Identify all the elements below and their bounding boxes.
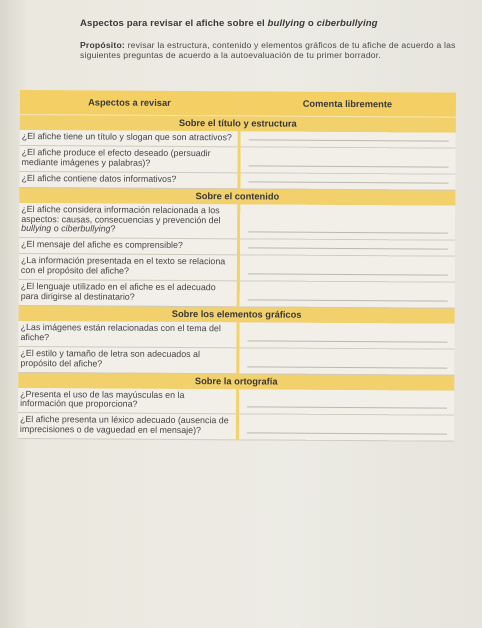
comment-field[interactable]	[238, 204, 455, 241]
title-italic-bullying: bullying	[267, 18, 306, 29]
table-row	[19, 254, 455, 282]
question-text: ¿El afiche considera información relacionada a los aspectos: causas, consecuencias y prevención del	[21, 203, 221, 225]
table-header-row	[20, 90, 456, 117]
question-cell: ¿El mensaje del afiche es comprensible?	[19, 238, 238, 255]
comment-field[interactable]	[239, 131, 456, 148]
comment-field[interactable]	[237, 322, 454, 349]
column-header-comments: Comenta libremente	[239, 91, 456, 117]
title-text: Aspectos para revisar el afiche sobre el	[80, 18, 268, 29]
table-row	[18, 413, 454, 441]
comment-field[interactable]	[238, 239, 455, 256]
table-row	[18, 387, 454, 415]
title-connector: o	[305, 18, 317, 29]
question-cell: ¿El afiche tiene un título y slogan que son atractivos?	[20, 130, 239, 147]
revision-table-wrapper	[18, 90, 456, 442]
question-cell: ¿El afiche produce el efecto deseado (persuadir mediante imágenes y palabras)?	[20, 145, 239, 172]
comment-field[interactable]	[238, 281, 455, 308]
purpose-label: Propósito:	[80, 40, 125, 50]
question-end: ?	[110, 223, 116, 235]
column-header-aspects: Aspectos a revisar	[20, 90, 239, 116]
question-italic-ciberbullying: ciberbullying	[61, 223, 111, 234]
question-cell: ¿La información presentada en el texto se relaciona con el propósito del afiche?	[19, 254, 238, 281]
comment-field[interactable]	[237, 414, 454, 441]
title-italic-ciberbullying: ciberbullying	[316, 18, 378, 29]
question-italic-bullying: bullying	[21, 223, 52, 234]
comment-field[interactable]	[237, 389, 454, 416]
question-cell: ¿El afiche presenta un léxico adecuado (ausencia de imprecisiones o de vaguedad en el mensaje)?	[18, 413, 237, 440]
question-cell: ¿Presenta el uso de las mayúsculas en la información que proporciona?	[18, 387, 237, 414]
comment-field[interactable]	[238, 173, 455, 190]
table-row	[18, 346, 454, 374]
comment-field[interactable]	[238, 255, 455, 282]
section-title: Sobre el título y estructura	[20, 114, 456, 132]
section-title: Sobre la ortografía	[18, 372, 454, 390]
question-cell: ¿El lenguaje utilizado en el afiche es el adecuado para dirigirse al destinatario?	[19, 280, 238, 307]
section-title: Sobre los elementos gráficos	[19, 305, 455, 323]
question-cell: ¿Las imágenes están relacionadas con el tema del afiche?	[18, 321, 237, 348]
comment-field[interactable]	[238, 147, 455, 174]
table-row	[18, 321, 454, 349]
revision-table	[18, 90, 456, 442]
table-row	[19, 203, 455, 241]
purpose-paragraph	[80, 40, 460, 60]
page-title	[80, 18, 460, 29]
page-header	[80, 18, 460, 60]
section-title: Sobre el contenido	[19, 187, 455, 205]
table-row	[20, 145, 456, 173]
comment-field[interactable]	[237, 348, 454, 375]
table-row	[19, 280, 455, 308]
purpose-text: revisar la estructura, contenido y elementos gráficos de tu afiche de acuerdo a las siguientes preguntas de acuerdo a la autoevaluación de tu primer borrador.	[80, 40, 456, 60]
question-cell: ¿El estilo y tamaño de letra son adecuados al propósito del afiche?	[18, 346, 237, 373]
question-connector: o	[51, 223, 62, 234]
question-cell: ¿El afiche contiene datos informativos?	[19, 171, 238, 188]
question-cell	[19, 203, 238, 240]
